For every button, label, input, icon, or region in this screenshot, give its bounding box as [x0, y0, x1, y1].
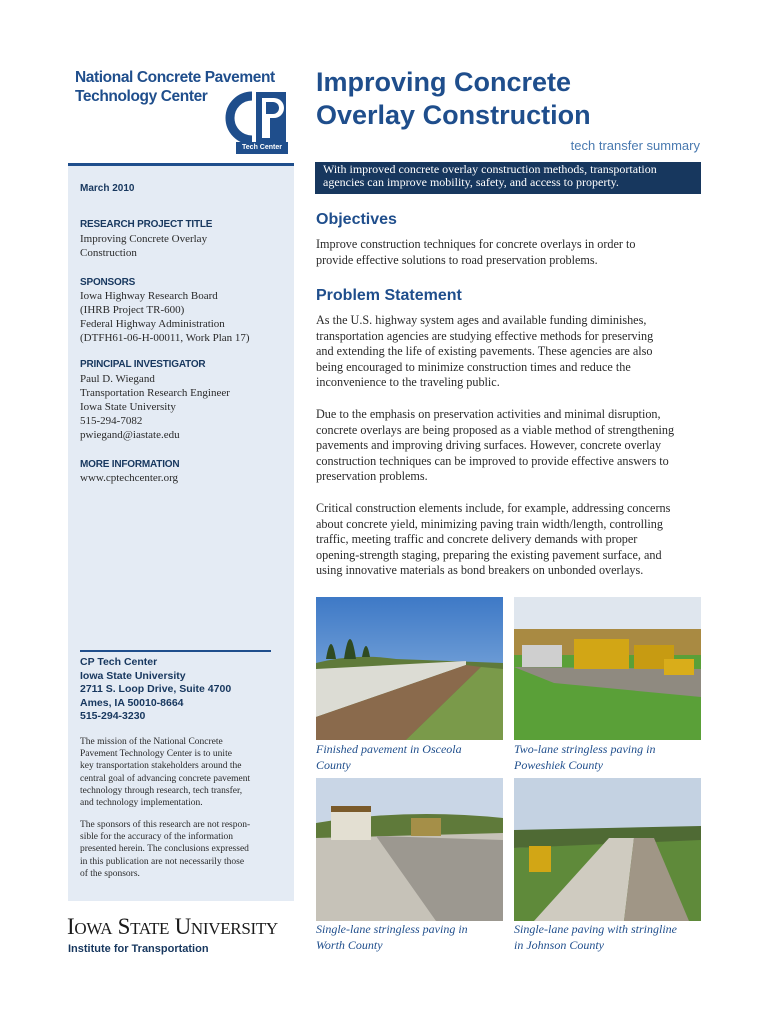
more-info-heading: MORE INFORMATION [80, 459, 180, 470]
caption-photo-1: Finished pavement in Osceola County [316, 742, 462, 772]
summary-bar: With improved concrete overlay construction methods, transportation agencies can improve mobility, safety, and access to property. [315, 162, 701, 194]
isu-wordmark: IOWA STATE UNIVERSITY [67, 914, 278, 939]
more-info-link[interactable]: www.cptechcenter.org [80, 472, 179, 484]
problem-paragraph-3: Critical construction elements include, for example, addressing concerns about concrete yield, minimizing paving train width/length, controlling traffic, meeting traffic and concrete delivery demands with proper opening-strength staging, preparing the existing pavement surface, and using innovative materials as bond breakers on unbonded overlays. [316, 501, 671, 577]
objectives-heading: Objectives [316, 211, 397, 228]
research-title: Improving Concrete Overlay Construction [80, 233, 208, 259]
logo-tag: Tech Center [236, 142, 288, 154]
page-title: Improving Concrete Overlay Construction [316, 67, 591, 130]
caption-photo-4: Single-lane paving with stringline in Johnson County [514, 922, 677, 952]
sponsors-heading: SPONSORS [80, 277, 136, 288]
photo-single-lane-stringline [514, 778, 701, 921]
problem-paragraph-1: As the U.S. highway system ages and available funding diminishes, transportation agencies are studying effective methods for preserving and extending the life of existing pavements. These agencies are also being encouraged to minimize construction times and reduce the inconvenience to the traveling public. [316, 313, 654, 389]
sponsors-list: Iowa Highway Research Board (IHRB Project TR-600) Federal Highway Administration (DTFH61-06-H-00011, Work Plan 17) [80, 290, 250, 344]
publication-date: March 2010 [80, 183, 135, 194]
subtitle: tech transfer summary [570, 138, 700, 153]
contact-address: CP Tech Center Iowa State University 2711 S. Loop Drive, Suite 4700 Ames, IA 50010-8664 515-294-3230 [80, 656, 232, 722]
problem-heading: Problem Statement [316, 287, 462, 304]
institute-name: Institute for Transportation [68, 943, 209, 955]
sidebar-divider [80, 650, 271, 652]
org-name: National Concrete Pavement Technology Center [75, 69, 275, 105]
mission-statement: The mission of the National Concrete Pavement Technology Center is to unite key transportation stakeholders around the central goal of advancing concrete pavement technology through research, tech transfer, and technology implementation. [80, 737, 251, 809]
problem-paragraph-2: Due to the emphasis on preservation activities and minimal disruption, concrete overlays are being proposed as a viable method of strengthening pavements and improving driving surfaces. However, concrete overlay construction techniques can be improved to provide effective answers to preservation problems. [316, 407, 675, 483]
investigator-email[interactable]: pwiegand@iastate.edu [80, 429, 180, 441]
disclaimer: The sponsors of this research are not respon- sible for the accuracy of the information presented herein. The conclusions expressed in this publication are not necessarily those of the sponsors. [80, 820, 251, 879]
objectives-text: Improve construction techniques for concrete overlays in order to provide effective solutions to road preservation problems. [316, 237, 636, 267]
caption-photo-3: Single-lane stringless paving in Worth County [316, 922, 468, 952]
photo-two-lane-paving [514, 597, 701, 740]
photo-finished-pavement [316, 597, 503, 740]
photo-single-lane-stringless [316, 778, 503, 921]
research-heading: RESEARCH PROJECT TITLE [80, 219, 213, 230]
investigator-heading: PRINCIPAL INVESTIGATOR [80, 359, 206, 370]
caption-photo-2: Two-lane stringless paving in Poweshiek County [514, 742, 656, 772]
investigator-info: Paul D. Wiegand Transportation Research Engineer Iowa State University 515-294-7082 pwiegand@iastate.edu [80, 372, 285, 442]
